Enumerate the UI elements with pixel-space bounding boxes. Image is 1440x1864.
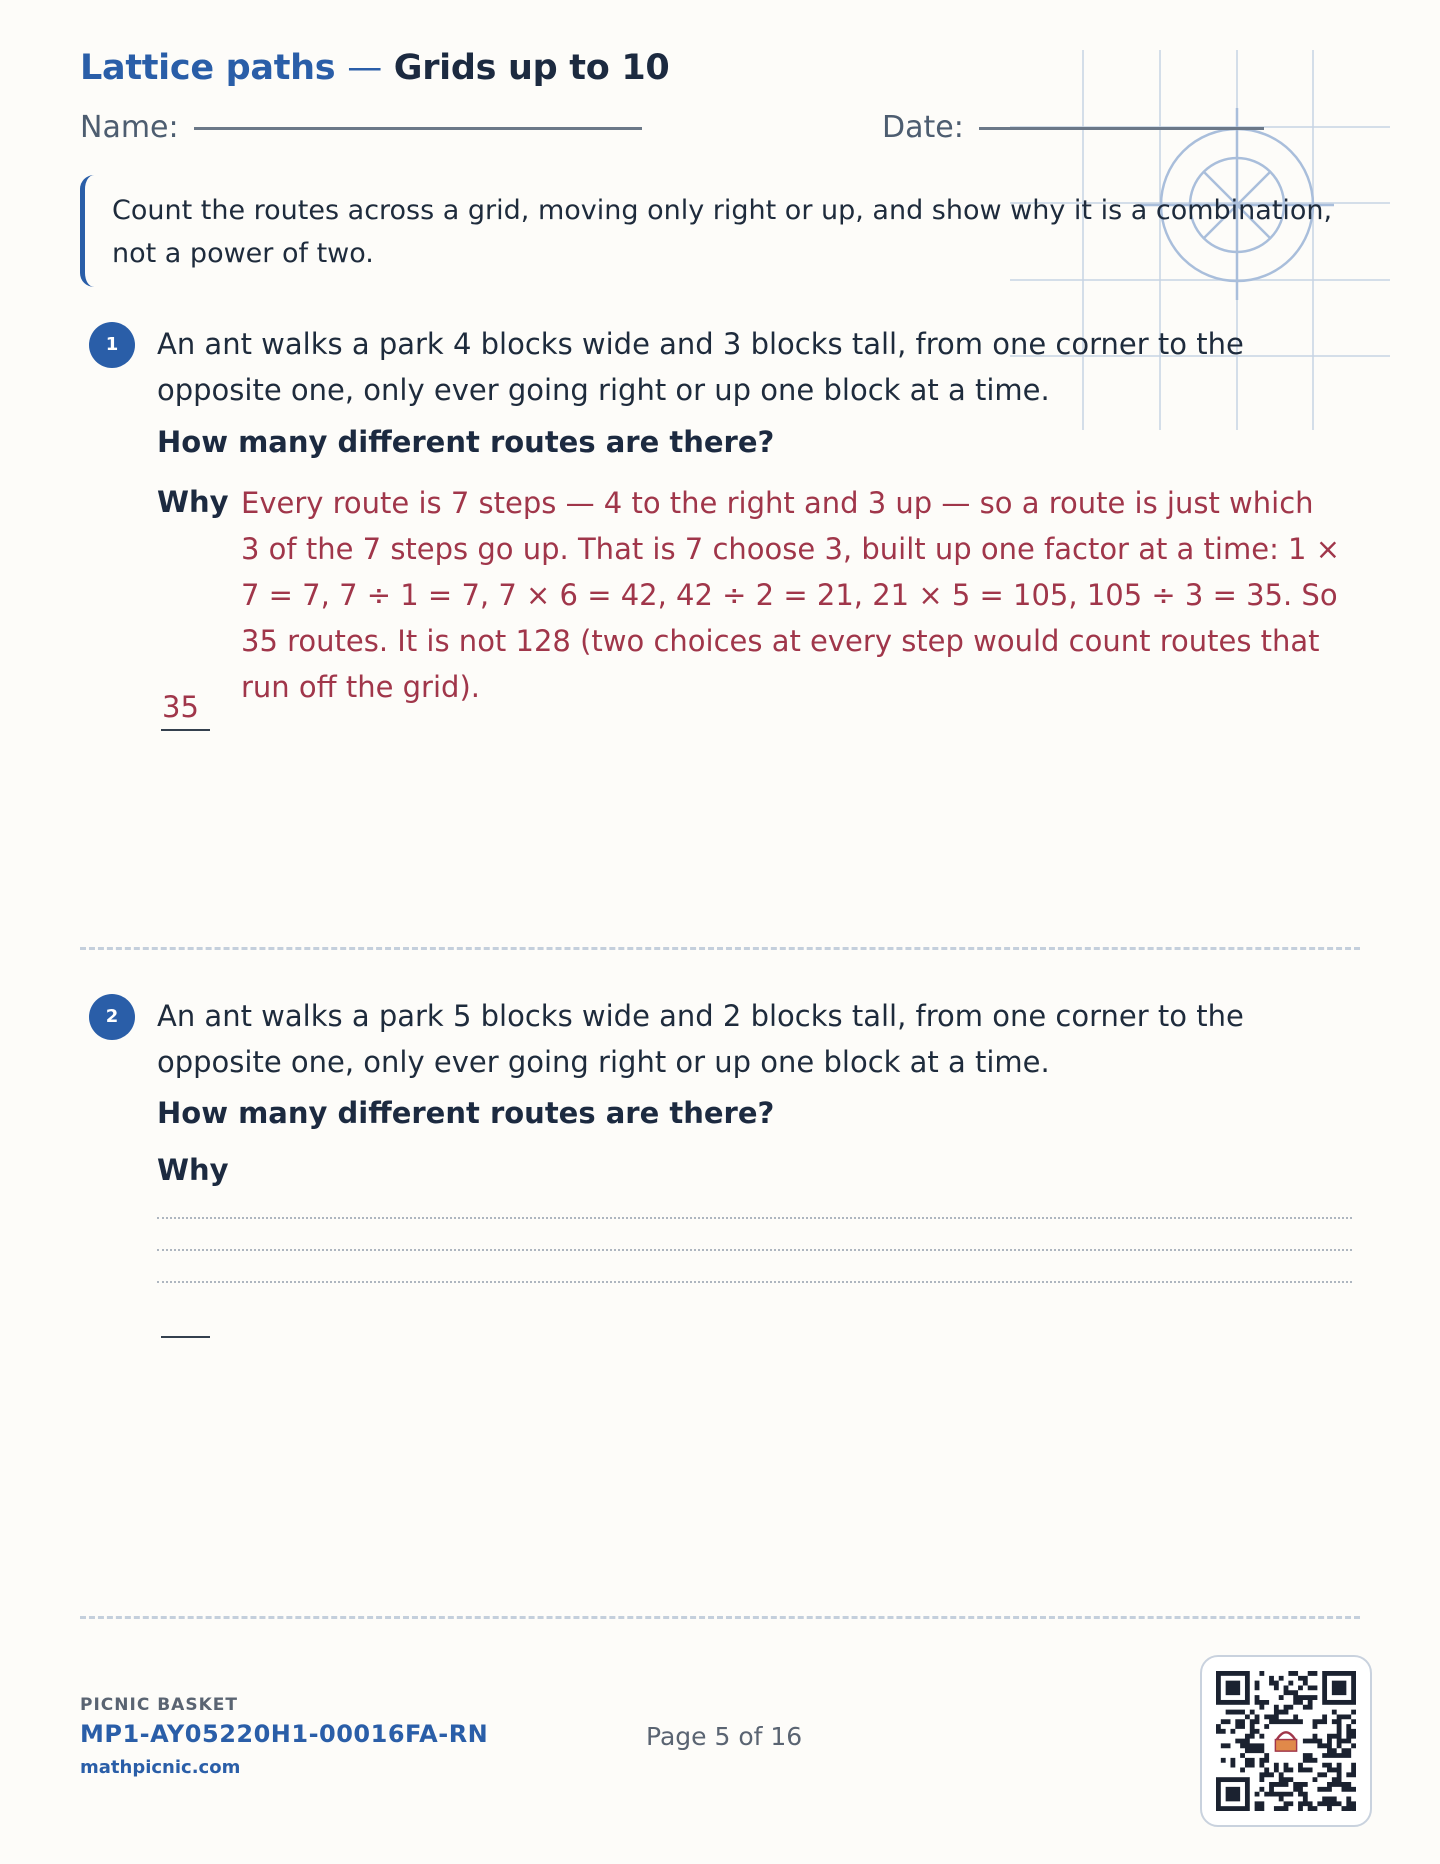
title-level: Grids up to 10 bbox=[393, 48, 670, 88]
title-topic: Lattice paths bbox=[80, 48, 336, 88]
why-label: Why bbox=[157, 485, 229, 519]
title-separator: — bbox=[347, 48, 382, 88]
name-label: Name: bbox=[80, 110, 179, 145]
intro-text: Count the routes across a grid, moving only right or up, and show why it is a combination, not a power of two. bbox=[112, 195, 1333, 269]
qr-code-frame bbox=[1200, 1655, 1372, 1827]
footer-url[interactable]: mathpicnic.com bbox=[80, 1757, 241, 1778]
date-field[interactable] bbox=[882, 110, 1264, 145]
answer-line bbox=[161, 729, 210, 731]
page-number: Page 5 of 16 bbox=[646, 1722, 803, 1751]
question-number-badge: 2 bbox=[89, 994, 135, 1040]
writing-line[interactable] bbox=[157, 1217, 1352, 1219]
page-title bbox=[80, 48, 669, 88]
intro-box bbox=[80, 175, 1355, 287]
intro-bracket bbox=[80, 175, 97, 287]
question-prompt: How many different routes are there? bbox=[157, 425, 775, 459]
question-number-badge: 1 bbox=[89, 322, 135, 368]
date-line[interactable] bbox=[979, 127, 1264, 130]
answer-value[interactable]: 35 bbox=[162, 690, 199, 724]
section-divider bbox=[80, 947, 1360, 950]
footer-brand: PICNIC BASKET bbox=[80, 1695, 238, 1715]
question-text: An ant walks a park 4 blocks wide and 3 blocks tall, from one corner to the opposite one, only ever going right or up one block at a time. bbox=[157, 327, 1244, 407]
qr-finder-core bbox=[1226, 1787, 1240, 1801]
writing-line[interactable] bbox=[157, 1249, 1352, 1251]
worksheet-code: MP1-AY05220H1-00016FA-RN bbox=[80, 1720, 489, 1748]
qr-code-icon bbox=[1216, 1671, 1356, 1811]
section-divider bbox=[80, 1616, 1360, 1619]
picnic-basket-icon bbox=[1270, 1725, 1303, 1758]
qr-finder-core bbox=[1332, 1681, 1346, 1695]
name-field[interactable] bbox=[80, 110, 642, 145]
writing-line[interactable] bbox=[157, 1281, 1352, 1283]
why-label: Why bbox=[157, 1153, 229, 1187]
qr-finder-core bbox=[1226, 1681, 1240, 1695]
why-answer: Every route is 7 steps — 4 to the right and 3 up — so a route is just which 3 of the 7 steps go up. That is 7 choose 3, built up one factor at a time: 1 × 7 = 7, 7 ÷ 1 = 7, 7 × 6 = 42, 42 ÷ 2 = 21, 21 × 5 = 105, 105 ÷ 3 = 35. So 35 routes. It is not 128 (two choices at every step would count routes that run off the grid). bbox=[241, 486, 1341, 704]
date-label: Date: bbox=[882, 110, 964, 145]
question-text: An ant walks a park 5 blocks wide and 2 blocks tall, from one corner to the opposite one, only ever going right or up one block at a time. bbox=[157, 999, 1244, 1079]
answer-line[interactable] bbox=[161, 1336, 210, 1338]
name-line[interactable] bbox=[194, 127, 642, 130]
question-prompt: How many different routes are there? bbox=[157, 1096, 775, 1130]
